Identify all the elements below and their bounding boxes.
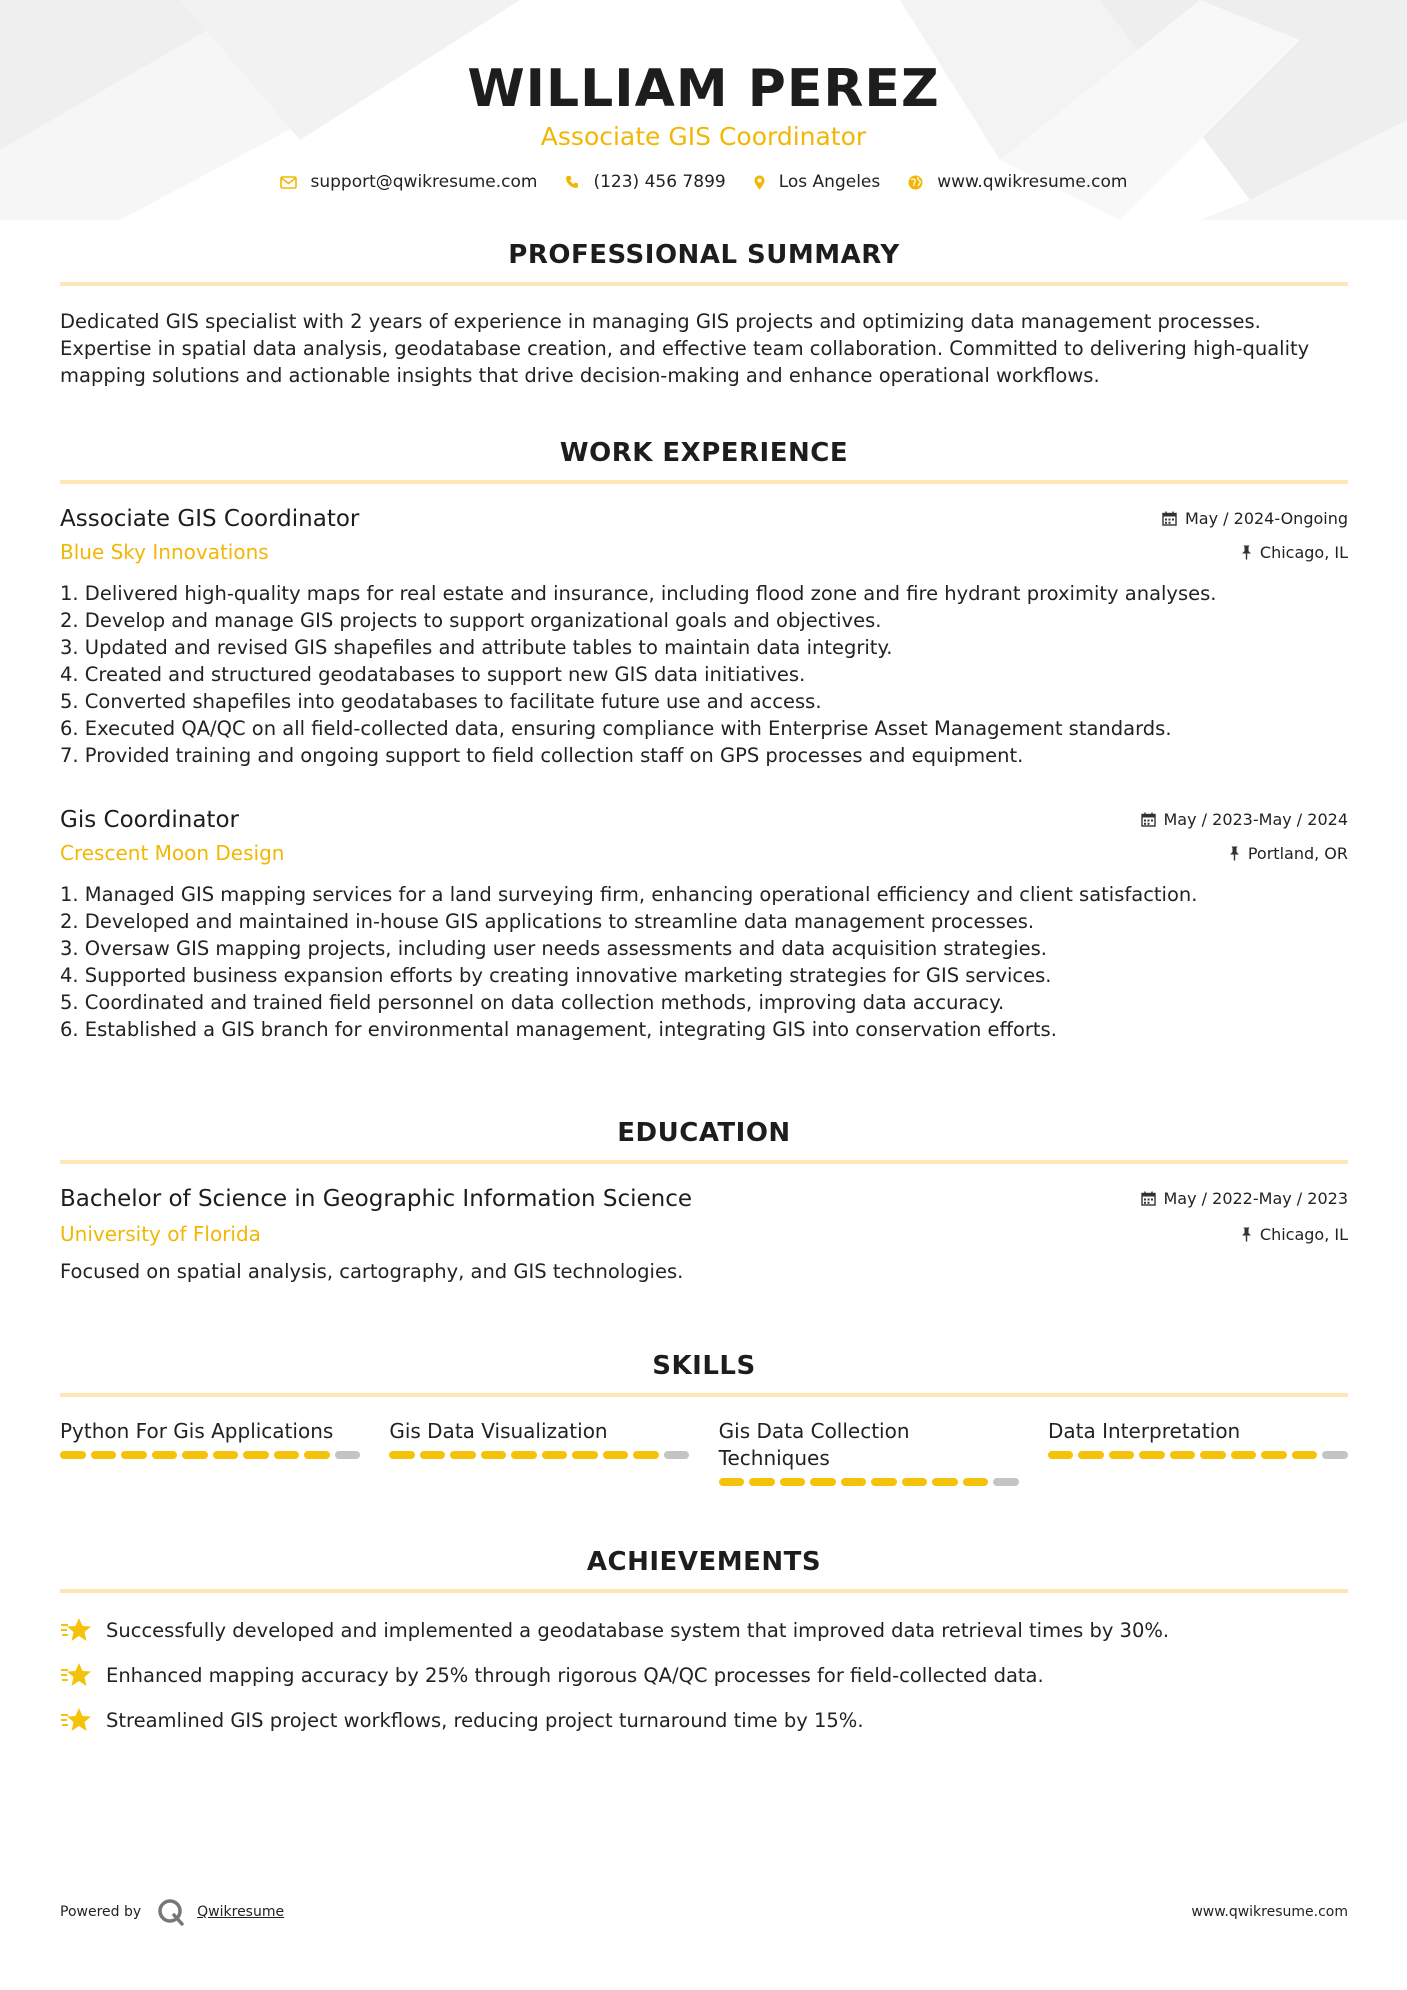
contact-website[interactable] [908, 172, 1127, 192]
globe-icon [908, 175, 923, 190]
job-title: Associate GIS Coordinator [60, 506, 360, 532]
job-bullets [60, 881, 1348, 1043]
list-item: 2. Developed and maintained in-house GIS applications to streamline data management processes. [60, 910, 1035, 933]
skill-segment-filled [1078, 1451, 1104, 1459]
achievement-item [60, 1661, 1348, 1689]
skill-segment-filled [60, 1451, 86, 1459]
skill-segment-empty [335, 1451, 361, 1459]
skill-item [60, 1418, 360, 1486]
section-divider [60, 282, 1348, 286]
skill-segment-filled [91, 1451, 117, 1459]
skill-segment-filled [542, 1451, 568, 1459]
calendar-icon [1141, 1191, 1156, 1206]
section-divider [60, 480, 1348, 484]
resume-header [0, 58, 1407, 154]
education-date [1141, 1189, 1349, 1208]
achievement-text: Streamlined GIS project workflows, reducing project turnaround time by 15%. [106, 1708, 864, 1732]
job-location [1229, 844, 1348, 863]
job-location-text: Portland, OR [1247, 843, 1348, 863]
contact-location [754, 172, 881, 192]
phone-text: (123) 456 7899 [593, 172, 726, 192]
skill-segment-filled [121, 1451, 147, 1459]
skill-segment-filled [810, 1478, 836, 1486]
skill-name: Data Interpretation [1047, 1419, 1241, 1443]
list-item: 4. Supported business expansion efforts by creating innovative marketing strategies for GIS services. [60, 964, 1052, 987]
skill-level-bar [389, 1451, 689, 1459]
job-date [1162, 509, 1348, 528]
candidate-name: WILLIAM PEREZ [467, 59, 940, 119]
list-item: 7. Provided training and ongoing support to field collection staff on GPS processes and equipment. [60, 744, 1024, 767]
skill-segment-filled [932, 1478, 958, 1486]
skill-segment-filled [152, 1451, 178, 1459]
map-pin-icon [754, 175, 765, 190]
skill-segment-filled [603, 1451, 629, 1459]
skill-segment-empty [664, 1451, 690, 1459]
skills-section [60, 1349, 1348, 1397]
job-date-text: May / 2024-Ongoing [1185, 509, 1348, 528]
education-location [1241, 1225, 1348, 1244]
education-school: University of Florida [60, 1222, 261, 1246]
skill-level-bar [719, 1478, 1019, 1486]
star-icon [60, 1616, 92, 1644]
skill-segment-filled [871, 1478, 897, 1486]
skill-segment-filled [450, 1451, 476, 1459]
location-text: Los Angeles [778, 172, 881, 192]
skills-heading: SKILLS [652, 1351, 756, 1381]
education-description: Focused on spatial analysis, cartography, and GIS technologies. [60, 1260, 684, 1283]
job-entry [60, 506, 1348, 769]
pushpin-icon [1241, 545, 1252, 560]
pushpin-icon [1241, 1227, 1252, 1242]
qwikresume-link[interactable]: Qwikresume [197, 1904, 285, 1920]
skill-item [389, 1418, 689, 1486]
list-item: 1. Managed GIS mapping services for a land surveying firm, enhancing operational efficiency and client satisfaction. [60, 883, 1198, 906]
list-item: 5. Coordinated and trained field personnel on data collection methods, improving data accuracy. [60, 991, 1005, 1014]
skill-segment-filled [182, 1451, 208, 1459]
skill-segment-filled [749, 1478, 775, 1486]
skill-segment-filled [274, 1451, 300, 1459]
skill-level-bar [60, 1451, 360, 1459]
job-date [1141, 810, 1349, 829]
education-degree: Bachelor of Science in Geographic Information Science [60, 1186, 693, 1212]
list-item: 5. Converted shapefiles into geodatabases to facilitate future use and access. [60, 690, 822, 713]
list-item: 1. Delivered high-quality maps for real estate and insurance, including flood zone and fire hydrant proximity analyses. [60, 582, 1217, 605]
skill-segment-filled [304, 1451, 330, 1459]
achievement-text: Successfully developed and implemented a geodatabase system that improved data retrieval times by 30%. [106, 1618, 1170, 1642]
skill-segment-filled [389, 1451, 415, 1459]
skill-segment-filled [511, 1451, 537, 1459]
phone-icon [565, 175, 579, 189]
envelope-icon [280, 176, 297, 189]
education-location-text: Chicago, IL [1259, 1224, 1348, 1244]
contact-email[interactable] [280, 172, 538, 192]
achievements-heading: ACHIEVEMENTS [586, 1547, 822, 1577]
star-icon [60, 1706, 92, 1734]
star-icon [60, 1661, 92, 1689]
education-heading: EDUCATION [617, 1118, 791, 1148]
pushpin-icon [1229, 846, 1240, 861]
list-item: 4. Created and structured geodatabases to support new GIS data initiatives. [60, 663, 806, 686]
skill-segment-filled [243, 1451, 269, 1459]
skill-name: Gis Data Collection Techniques [718, 1419, 910, 1470]
summary-section [60, 238, 1348, 389]
experience-section [60, 436, 1348, 484]
job-location-text: Chicago, IL [1259, 542, 1348, 562]
section-divider [60, 1393, 1348, 1397]
section-divider [60, 1160, 1348, 1164]
skill-segment-filled [1261, 1451, 1287, 1459]
job-entry [60, 807, 1348, 1043]
list-item: 3. Updated and revised GIS shapefiles and attribute tables to maintain data integrity. [60, 636, 893, 659]
skill-segment-filled [841, 1478, 867, 1486]
website-text: www.qwikresume.com [937, 172, 1128, 192]
skill-segment-filled [420, 1451, 446, 1459]
skill-segment-filled [633, 1451, 659, 1459]
powered-by-label: Powered by [60, 1904, 142, 1920]
skill-name: Python For Gis Applications [60, 1419, 334, 1443]
skill-item [719, 1418, 1019, 1486]
job-company: Crescent Moon Design [60, 841, 285, 865]
skill-segment-empty [1322, 1451, 1348, 1459]
qwikresume-logo-icon [157, 1898, 185, 1926]
summary-heading: PROFESSIONAL SUMMARY [508, 240, 900, 270]
skill-segment-empty [993, 1478, 1019, 1486]
section-divider [60, 1589, 1348, 1593]
candidate-role: Associate GIS Coordinator [540, 122, 867, 151]
skill-segment-filled [902, 1478, 928, 1486]
achievement-item [60, 1616, 1348, 1644]
list-item: 6. Executed QA/QC on all field-collected data, ensuring compliance with Enterprise Asset Management standards. [60, 717, 1172, 740]
skill-segment-filled [1200, 1451, 1226, 1459]
achievement-item [60, 1706, 1348, 1734]
powered-by [60, 1898, 284, 1926]
skill-segment-filled [1139, 1451, 1165, 1459]
skill-segment-filled [213, 1451, 239, 1459]
contact-bar [0, 172, 1407, 192]
experience-heading: WORK EXPERIENCE [559, 438, 849, 468]
skills-list [60, 1418, 1348, 1486]
education-date-text: May / 2022-May / 2023 [1163, 1189, 1348, 1208]
education-section [60, 1116, 1348, 1164]
job-company: Blue Sky Innovations [60, 540, 269, 564]
email-text: support@qwikresume.com [310, 172, 538, 192]
skill-segment-filled [1292, 1451, 1318, 1459]
skill-segment-filled [572, 1451, 598, 1459]
footer-website[interactable]: www.qwikresume.com [1191, 1904, 1348, 1920]
achievements-section [60, 1545, 1348, 1593]
skill-segment-filled [481, 1451, 507, 1459]
job-location [1241, 543, 1348, 562]
skill-segment-filled [719, 1478, 745, 1486]
page-footer [60, 1898, 1348, 1926]
job-bullets [60, 580, 1348, 769]
skill-segment-filled [963, 1478, 989, 1486]
achievement-text: Enhanced mapping accuracy by 25% through rigorous QA/QC processes for field-collected data. [106, 1663, 1044, 1687]
skill-segment-filled [1048, 1451, 1074, 1459]
job-date-text: May / 2023-May / 2024 [1163, 810, 1348, 829]
contact-phone[interactable] [565, 172, 725, 192]
skill-segment-filled [1170, 1451, 1196, 1459]
job-title: Gis Coordinator [60, 807, 239, 833]
skill-segment-filled [1231, 1451, 1257, 1459]
calendar-icon [1141, 812, 1156, 827]
skill-name: Gis Data Visualization [389, 1419, 608, 1443]
skill-item [1048, 1418, 1348, 1486]
list-item: 6. Established a GIS branch for environmental management, integrating GIS into conservation efforts. [60, 1018, 1057, 1041]
skill-segment-filled [780, 1478, 806, 1486]
skill-level-bar [1048, 1451, 1348, 1459]
education-entry [60, 1186, 1348, 1285]
summary-text: Dedicated GIS specialist with 2 years of experience in managing GIS projects and optimizing data management processes. Expertise in spatial data analysis, geodatabase creation, and effective team collaboration. Committed to delivering high-quality mapping solutions and actionable insights that drive decision-making and enhance operational workflows. [60, 310, 1310, 387]
list-item: 2. Develop and manage GIS projects to support organizational goals and objectives. [60, 609, 882, 632]
calendar-icon [1162, 511, 1177, 526]
skill-segment-filled [1109, 1451, 1135, 1459]
list-item: 3. Oversaw GIS mapping projects, including user needs assessments and data acquisition strategies. [60, 937, 1047, 960]
